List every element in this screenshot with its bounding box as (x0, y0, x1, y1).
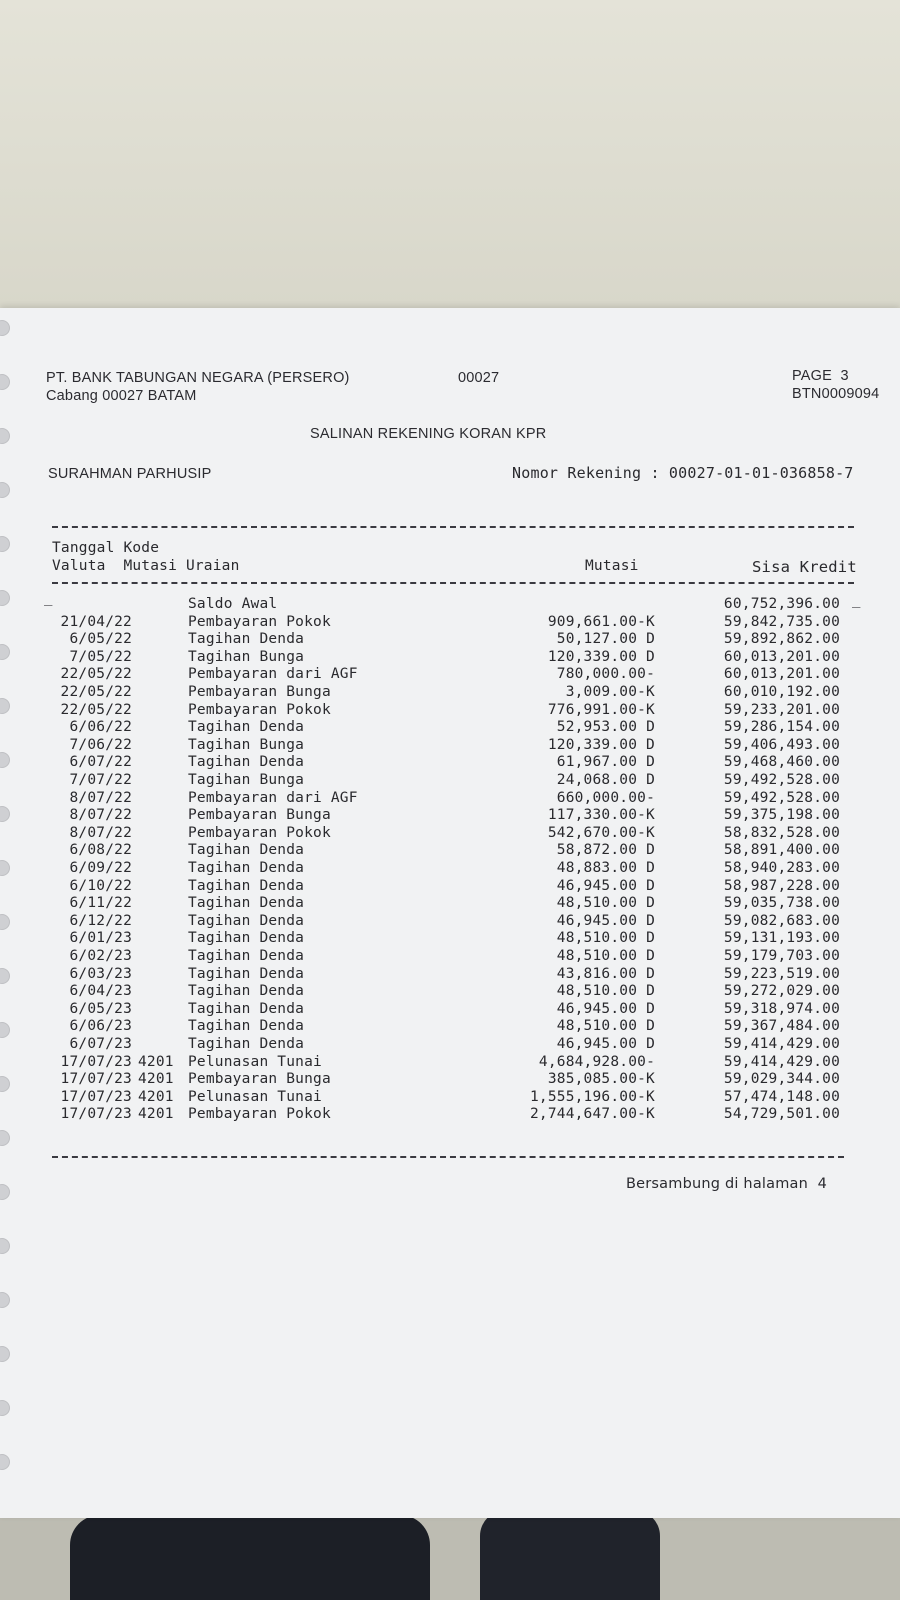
row-sisa-kredit: 59,492,528.00 (723, 789, 840, 806)
row-mutasi: 120,339.00 D (547, 648, 655, 665)
table-row (0, 807, 900, 825)
row-description: Tagihan Denda (188, 965, 305, 982)
page-number: PAGE 3 (792, 368, 849, 384)
row-date: 21/04/22 (60, 613, 132, 630)
row-sisa-kredit: 59,468,460.00 (723, 754, 840, 771)
row-sisa-kredit: 59,029,344.00 (723, 1071, 840, 1088)
row-mutasi: 117,330.00-K (547, 807, 655, 824)
account-number: Nomor Rekening : 00027-01-01-036858-7 (512, 464, 854, 482)
table-row (0, 948, 900, 966)
row-mutasi: 2,744,647.00-K (529, 1106, 655, 1123)
column-header-mutasi: Mutasi (585, 558, 639, 574)
row-sisa-kredit: 59,223,519.00 (723, 965, 840, 982)
row-date: 6/11/22 (69, 895, 132, 912)
table-row (0, 790, 900, 808)
row-description: Tagihan Denda (188, 895, 305, 912)
customer-name: SURAHMAN PARHUSIP (48, 466, 212, 482)
background-wall (0, 0, 900, 310)
row-date: 22/05/22 (60, 684, 132, 700)
row-description: Tagihan Denda (188, 842, 305, 859)
table-row (0, 754, 900, 772)
row-sisa-kredit: 59,082,683.00 (723, 912, 840, 929)
row-description: Tagihan Denda (188, 754, 305, 771)
row-date: 17/07/23 (60, 1053, 132, 1070)
continued-note: Bersambung di halaman 4 (626, 1176, 828, 1192)
bank-name: PT. BANK TABUNGAN NEGARA (PERSERO) (46, 370, 350, 386)
table-row (0, 1106, 900, 1124)
row-date: 22/05/22 (60, 701, 132, 718)
row-sisa-kredit: 59,233,201.00 (723, 701, 840, 718)
row-date: 8/07/22 (69, 789, 132, 806)
document-code: BTN0009094 (792, 386, 880, 402)
row-mutasi: 780,000.00- (556, 666, 655, 683)
table-row (0, 895, 900, 913)
row-description: Tagihan Denda (188, 912, 305, 929)
row-date: 6/07/22 (69, 754, 132, 771)
row-description: Pembayaran Pokok (188, 613, 331, 630)
table-row (0, 1036, 900, 1054)
row-sisa-kredit: 60,010,192.00 (723, 684, 840, 700)
row-date: 6/12/22 (69, 912, 132, 929)
row-description: Tagihan Denda (188, 1018, 305, 1035)
row-sisa-kredit: 59,406,493.00 (723, 736, 840, 753)
row-mutasi: 46,945.00 D (556, 877, 655, 894)
row-date: 6/01/23 (69, 930, 132, 947)
table-row (0, 614, 900, 632)
row-date: 6/08/22 (69, 842, 132, 859)
table-row (0, 666, 900, 684)
row-mutasi: 385,085.00-K (547, 1071, 655, 1088)
row-description: Pelunasan Tunai (188, 1053, 322, 1070)
bottom-divider (52, 1156, 844, 1158)
statement-title: SALINAN REKENING KORAN KPR (310, 426, 547, 442)
row-description: Tagihan Denda (188, 1036, 305, 1052)
row-sisa-kredit: 59,414,429.00 (723, 1036, 840, 1052)
row-mutasi: 46,945.00 D (556, 1036, 655, 1052)
row-description: Tagihan Bunga (188, 772, 305, 788)
row-mutasi: 43,816.00 D (556, 965, 655, 982)
row-sisa-kredit: 59,414,429.00 (723, 1053, 840, 1070)
row-date: 8/07/22 (69, 824, 132, 841)
row-date: 6/04/23 (69, 983, 132, 1000)
row-date: 6/05/22 (69, 631, 132, 648)
row-date: 8/07/22 (69, 807, 132, 824)
row-mutasi: 58,872.00 D (556, 842, 655, 859)
row-date: 6/02/23 (69, 948, 132, 964)
row-sisa-kredit: 54,729,501.00 (723, 1106, 840, 1123)
row-mutasi: 46,945.00 D (556, 1000, 655, 1017)
row-sisa-kredit: 59,286,154.00 (723, 719, 840, 736)
row-mutasi: 50,127.00 D (556, 631, 655, 648)
table-row (0, 842, 900, 860)
row-mutasi: 48,510.00 D (556, 895, 655, 912)
table-row (0, 1089, 900, 1107)
row-mutasi: 48,510.00 D (556, 948, 655, 964)
row-sisa-kredit: 58,987,228.00 (723, 877, 840, 894)
row-date: 7/06/22 (69, 736, 132, 753)
row-mutasi: 46,945.00 D (556, 912, 655, 929)
table-row (0, 860, 900, 878)
row-date: 22/05/22 (60, 666, 132, 683)
row-sisa-kredit: 59,492,528.00 (723, 772, 840, 788)
row-mutasi: 660,000.00- (556, 789, 655, 806)
row-description: Pembayaran Bunga (188, 1071, 331, 1088)
column-header-sisa-kredit: Sisa Kredit (752, 558, 857, 576)
row-date: 7/05/22 (69, 648, 132, 665)
header-divider (52, 582, 854, 584)
table-row (0, 930, 900, 948)
row-description: Pembayaran dari AGF (188, 789, 358, 806)
row-sisa-kredit: 59,179,703.00 (723, 948, 840, 964)
table-row (0, 772, 900, 790)
row-sisa-kredit: 58,891,400.00 (723, 842, 840, 859)
row-description: Tagihan Denda (188, 719, 305, 736)
row-description: Tagihan Denda (188, 930, 305, 947)
table-row (0, 719, 900, 737)
row-date: 6/03/23 (69, 965, 132, 982)
column-header-line1: Tanggal Kode (52, 540, 160, 556)
row-description: Saldo Awal (188, 596, 278, 612)
row-description: Tagihan Denda (188, 860, 305, 876)
row-mutasi: 542,670.00-K (547, 824, 655, 841)
table-row (0, 631, 900, 649)
row-description: Pelunasan Tunai (188, 1088, 322, 1105)
row-sisa-kredit: 59,318,974.00 (723, 1000, 840, 1017)
branch-code: 00027 (458, 370, 500, 386)
row-kode: 4201 (138, 1088, 174, 1105)
row-date: 6/06/22 (69, 719, 132, 736)
table-row (0, 825, 900, 843)
row-sisa-kredit: 60,013,201.00 (723, 666, 840, 683)
row-mutasi: 1,555,196.00-K (529, 1088, 655, 1105)
table-row (0, 737, 900, 755)
row-sisa-kredit: 58,832,528.00 (723, 824, 840, 841)
row-date: 6/07/23 (69, 1036, 132, 1052)
row-sisa-kredit: 59,892,862.00 (723, 631, 840, 648)
row-mutasi: 120,339.00 D (547, 736, 655, 753)
row-description: Pembayaran Pokok (188, 824, 331, 841)
row-description: Pembayaran Bunga (188, 807, 331, 824)
row-mutasi: 48,510.00 D (556, 983, 655, 1000)
column-header-line2: Valuta Mutasi Uraian (52, 558, 240, 574)
row-sisa-kredit: 59,367,484.00 (723, 1018, 840, 1035)
row-date: 6/06/23 (69, 1018, 132, 1035)
table-row (0, 1001, 900, 1019)
row-mutasi: 776,991.00-K (547, 701, 655, 718)
row-description: Tagihan Denda (188, 877, 305, 894)
table-row (0, 596, 900, 614)
table-row (0, 684, 900, 702)
row-kode: 4201 (138, 1053, 174, 1070)
row-date: 17/07/23 (60, 1071, 132, 1088)
row-kode: 4201 (138, 1106, 174, 1123)
row-description: Tagihan Denda (188, 948, 305, 964)
table-row (0, 1018, 900, 1036)
row-description: Tagihan Denda (188, 1000, 305, 1017)
row-date: 17/07/23 (60, 1106, 132, 1123)
row-description: Tagihan Denda (188, 631, 305, 648)
row-description: Tagihan Bunga (188, 648, 305, 665)
row-description: Pembayaran dari AGF (188, 666, 358, 683)
row-marker-right: _ (852, 592, 861, 608)
row-date: 6/05/23 (69, 1000, 132, 1017)
row-sisa-kredit: 60,013,201.00 (723, 648, 840, 665)
row-mutasi: 61,967.00 D (556, 754, 655, 771)
row-sisa-kredit: 59,375,198.00 (723, 807, 840, 824)
top-divider (52, 526, 854, 528)
row-sisa-kredit: 59,272,029.00 (723, 983, 840, 1000)
row-sisa-kredit: 58,940,283.00 (723, 860, 840, 876)
table-row (0, 1054, 900, 1072)
shoe-right (480, 1510, 660, 1600)
row-description: Pembayaran Pokok (188, 1106, 331, 1123)
row-date: 6/09/22 (69, 860, 132, 876)
row-sisa-kredit: 57,474,148.00 (723, 1088, 840, 1105)
table-row (0, 702, 900, 720)
shoe-left (70, 1515, 430, 1600)
row-kode: 4201 (138, 1071, 174, 1088)
table-row (0, 983, 900, 1001)
row-mutasi: 4,684,928.00- (538, 1053, 655, 1070)
table-row (0, 878, 900, 896)
row-mutasi: 909,661.00-K (547, 613, 655, 630)
table-row (0, 913, 900, 931)
row-sisa-kredit: 60,752,396.00 (723, 596, 840, 612)
row-sisa-kredit: 59,131,193.00 (723, 930, 840, 947)
row-description: Pembayaran Pokok (188, 701, 331, 718)
table-row (0, 649, 900, 667)
table-row (0, 966, 900, 984)
row-description: Tagihan Denda (188, 983, 305, 1000)
row-date: 7/07/22 (69, 772, 132, 788)
row-mutasi: 48,510.00 D (556, 1018, 655, 1035)
row-description: Pembayaran Bunga (188, 684, 331, 700)
branch-name: Cabang 00027 BATAM (46, 388, 197, 404)
row-mutasi: 48,883.00 D (556, 860, 655, 876)
row-date: 6/10/22 (69, 877, 132, 894)
row-description: Tagihan Bunga (188, 736, 305, 753)
row-mutasi: 52,953.00 D (556, 719, 655, 736)
table-row (0, 1071, 900, 1089)
row-date: 17/07/23 (60, 1088, 132, 1105)
row-mutasi: 3,009.00-K (565, 684, 655, 700)
row-sisa-kredit: 59,842,735.00 (723, 613, 840, 630)
row-sisa-kredit: 59,035,738.00 (723, 895, 840, 912)
row-mutasi: 48,510.00 D (556, 930, 655, 947)
row-marker-left: _ (44, 590, 53, 606)
row-mutasi: 24,068.00 D (556, 772, 655, 788)
